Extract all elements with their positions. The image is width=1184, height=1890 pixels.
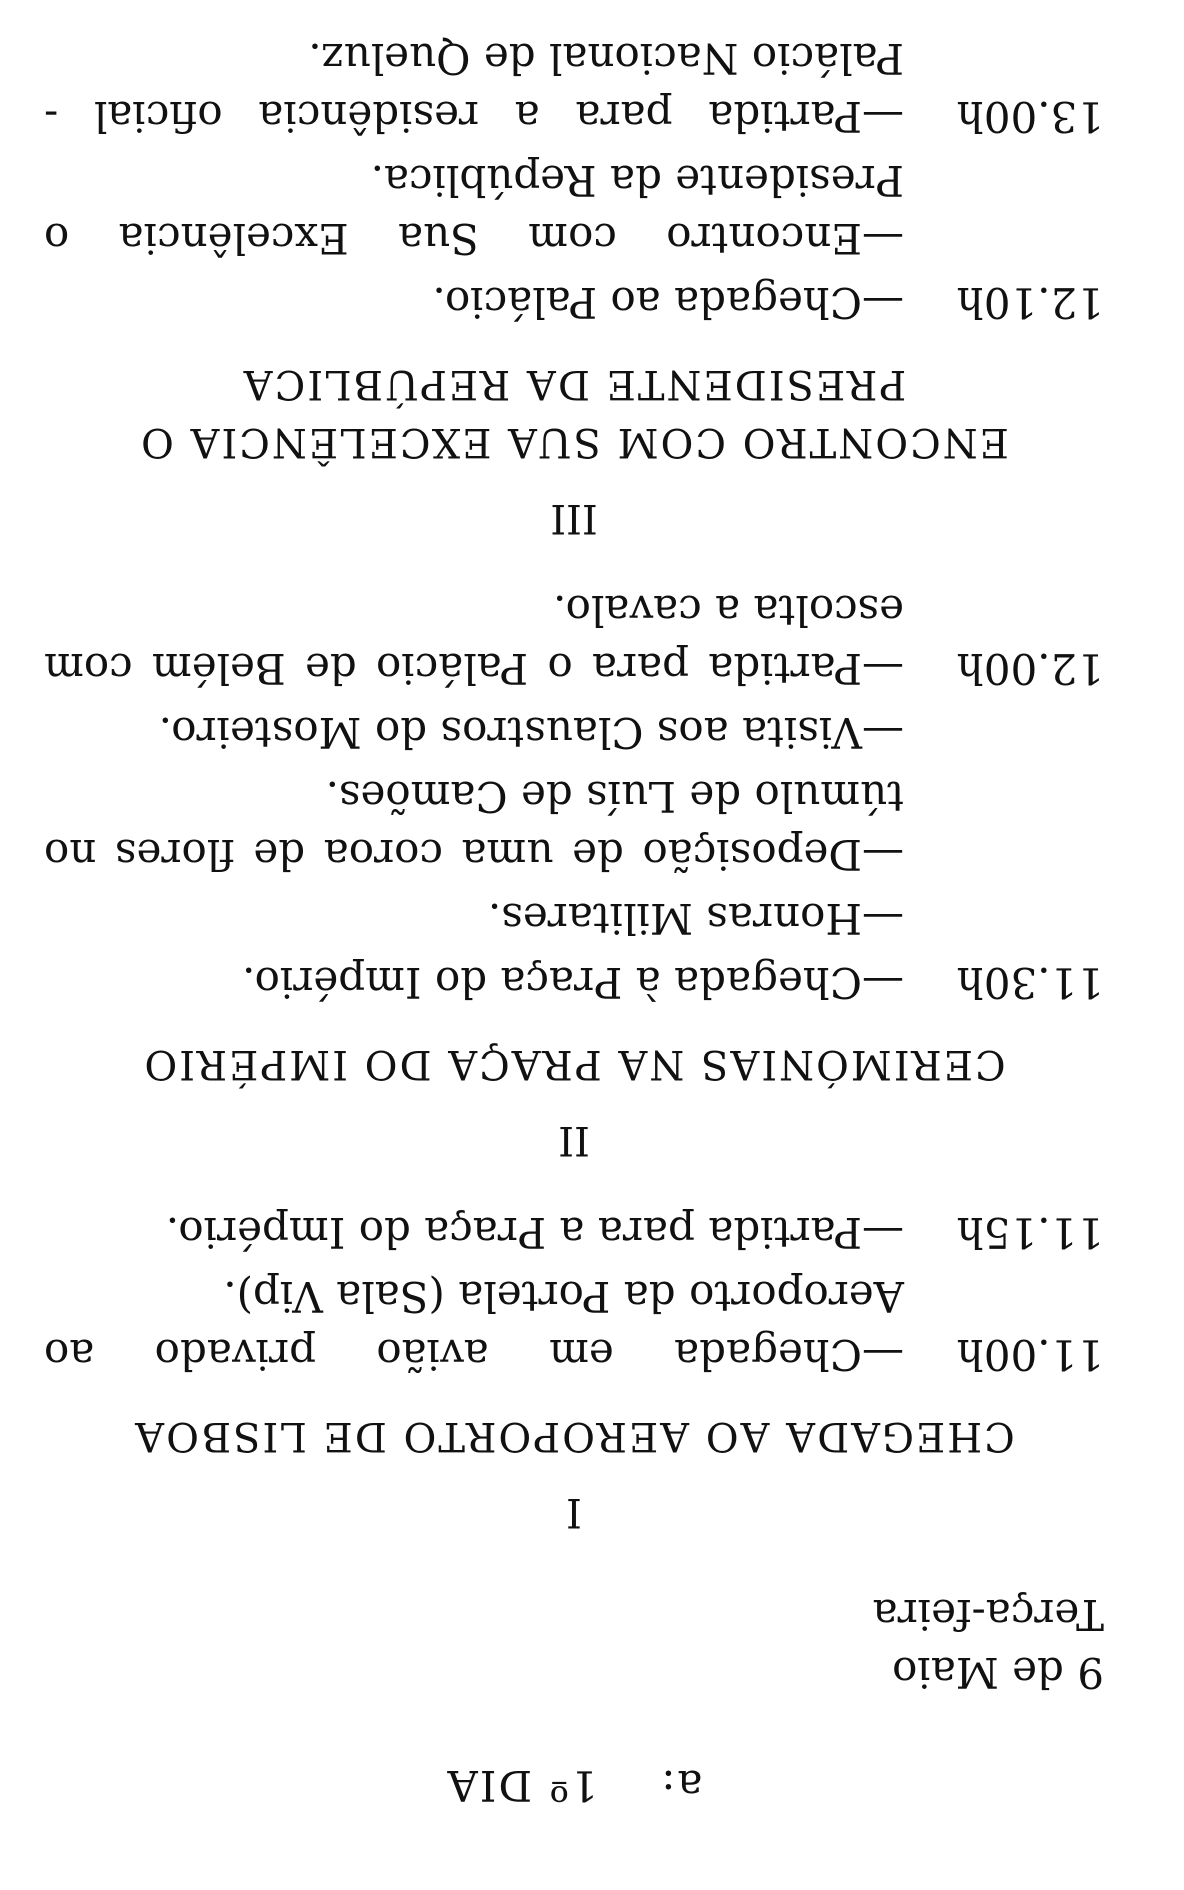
entry-text: —Encontro com Sua Excelência o Presidente da República.	[44, 156, 904, 263]
section-2	[44, 581, 1104, 1163]
date: 9 de Maio	[892, 1648, 1104, 1697]
entry-time: 12.00h	[956, 644, 1104, 693]
entry-time	[904, 889, 1104, 947]
entry-text: —Deposição de uma coroa de flores no túmulo de Luís de Camões.	[44, 772, 904, 879]
section-title: CHEGADA AO AEROPORTO DE LISBOA	[133, 1413, 1015, 1459]
schedule-entry	[44, 953, 1104, 1011]
schedule-entry	[44, 29, 1104, 145]
section-number: I	[566, 1489, 582, 1535]
entry-time: 12.10h	[956, 278, 1104, 327]
section-1	[44, 1203, 1104, 1535]
section-title: ENCONTRO COM SUA EXCELÊNCIA O PRESIDENTE DA REPÚBLICA	[139, 361, 1009, 465]
entry-time: 13.00h	[956, 92, 1104, 141]
schedule-entry	[44, 273, 1104, 331]
schedule-entry	[44, 1203, 1104, 1261]
entry-time	[904, 151, 1104, 267]
entry-text: —Partida para a residência oficial - Palácio Nacional de Queluz.	[44, 34, 904, 141]
entry-time: 11.00h	[956, 1330, 1104, 1379]
section-3	[44, 29, 1104, 541]
day-header	[44, 1761, 1104, 1810]
day-title: 1º DIA	[445, 1761, 598, 1810]
section-title: CERIMÓNIAS NA PRAÇA DO IMPÉRIO	[142, 1041, 1006, 1087]
schedule-entry	[44, 889, 1104, 947]
entry-time	[904, 703, 1104, 761]
entry-text: —Partida para o Palácio de Belém com escolta a cavalo.	[44, 586, 904, 693]
schedule-entry	[44, 767, 1104, 883]
section-number: III	[550, 495, 598, 541]
section-number: II	[558, 1117, 590, 1163]
header-marks: a:	[659, 1761, 703, 1810]
entry-text: —Chegada à Praça do Império.	[241, 958, 904, 1007]
entry-time: 11.15h	[956, 1208, 1104, 1257]
entry-text: —Partida para a Praça do Império.	[165, 1208, 904, 1257]
entry-text: —Visita aos Claustros do Mosteiro.	[158, 708, 904, 757]
entry-text: —Chegada em avião privado ao Aeroporto da Portela (Sala Vip).	[44, 1272, 904, 1379]
entry-text: —Honras Militares.	[487, 894, 904, 943]
schedule-entry	[44, 581, 1104, 697]
schedule-entry	[44, 1267, 1104, 1383]
entry-time	[904, 767, 1104, 883]
entry-time: 11.30h	[956, 958, 1104, 1007]
weekday: Terça-feira	[872, 1590, 1104, 1639]
page-content	[44, 0, 1104, 1810]
schedule-entry	[44, 703, 1104, 761]
schedule-entry	[44, 151, 1104, 267]
entry-text: —Chegada ao Palácio.	[432, 278, 904, 327]
